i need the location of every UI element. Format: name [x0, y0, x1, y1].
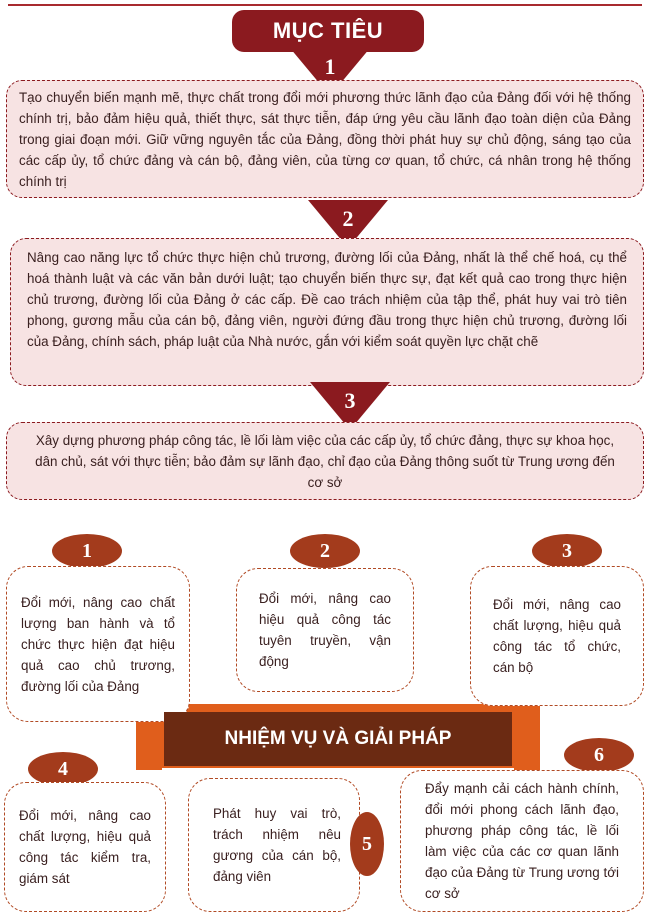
tasks-title-banner — [164, 712, 512, 766]
task-2-number: 2 — [290, 534, 360, 568]
top-divider — [8, 4, 642, 6]
task-2-box — [236, 568, 414, 692]
task-5-box — [188, 778, 360, 912]
task-1-number: 1 — [52, 534, 122, 568]
task-3-text: Đổi mới, nâng cao chất lượng, hiệu quả công tác tổ chức, cán bộ — [493, 597, 621, 675]
tasks-title: NHIỆM VỤ VÀ GIẢI PHÁP — [224, 728, 452, 749]
task-5-number: 5 — [350, 812, 384, 876]
goal-3-box — [6, 422, 644, 500]
task-4-text: Đổi mới, nâng cao chất lượng, hiệu quả công tác kiểm tra, giám sát — [19, 808, 151, 886]
goal-2-number: 2 — [342, 206, 354, 231]
goal-1-number: 1 — [324, 54, 336, 79]
goal-2-box — [10, 238, 644, 386]
task-1-text: Đổi mới, nâng cao chất lượng ban hành và tổ chức thực hiện đạt hiệu quả cao chủ trương, đường lối của Đảng — [21, 594, 175, 694]
goals-title: MỤC TIÊU — [272, 18, 384, 43]
goal-3-number: 3 — [344, 388, 356, 413]
goals-title-banner — [232, 10, 424, 52]
task-3-box — [470, 566, 644, 706]
task-6-number: 6 — [564, 738, 634, 772]
task-6-text: Đẩy mạnh cải cách hành chính, đổi mới phong cách lãnh đạo, phương pháp công tác, lề lối làm việc của các cơ quan lãnh đạo của Đảng từ Trung ương tới cơ sở — [425, 781, 619, 901]
goal-1-box — [6, 80, 644, 198]
task-3-number: 3 — [532, 534, 602, 568]
goal-3-text: Xây dựng phương pháp công tác, lề lối làm việc của các cấp ủy, tổ chức đảng, thực sự khoa học, dân chủ, sát với thực tiễn; bảo đảm sự lãnh đạo, chỉ đạo của Đảng thông suốt từ Trung ương đến cơ sở — [35, 432, 615, 490]
task-2-text: Đổi mới, nâng cao hiệu quả công tác tuyên truyền, vận động — [259, 591, 391, 669]
task-6-box — [400, 770, 644, 912]
task-4-number: 4 — [28, 752, 98, 786]
task-4-box — [4, 782, 166, 912]
goal-1-text: Tạo chuyển biến mạnh mẽ, thực chất trong đổi mới phương thức lãnh đạo của Đảng đối với hệ thống chính trị, bảo đảm hiệu quả, thiết thực, sát thực tiễn, đáp ứng yêu cầu lãnh đạo toàn diện của Đảng trong giai đoạn mới. Giữ vững nguyên tắc của Đảng, đồng thời phát huy sự chủ động, sáng tạo của các cấp ủy, tổ chức đảng và cán bộ, đảng viên, của từng cơ quan, tổ chức, cá nhân trong hệ thống chính trị — [19, 90, 631, 189]
task-5-text: Phát huy vai trò, trách nhiệm nêu gương của cán bộ, đảng viên — [213, 806, 341, 884]
goal-2-text: Nâng cao năng lực tổ chức thực hiện chủ trương, đường lối của Đảng, nhất là thể chế hoá, cụ thể hoá thành luật và các văn bản dưới luật; tạo chuyển biến thực sự, đạt kết quả cao trong thực hiện chủ trương, đường lối của Đảng ở các cấp. Đề cao trách nhiệm của tập thể, phát huy vai trò tiên phong, gương mẫu của cán bộ, đảng viên, người đứng đầu trong thực hiện chủ trương, đường lối của Đảng, chính sách, pháp luật của Nhà nước, gắn với kiểm soát quyền lực chặt chẽ — [27, 250, 627, 349]
task-1-box — [6, 566, 190, 722]
